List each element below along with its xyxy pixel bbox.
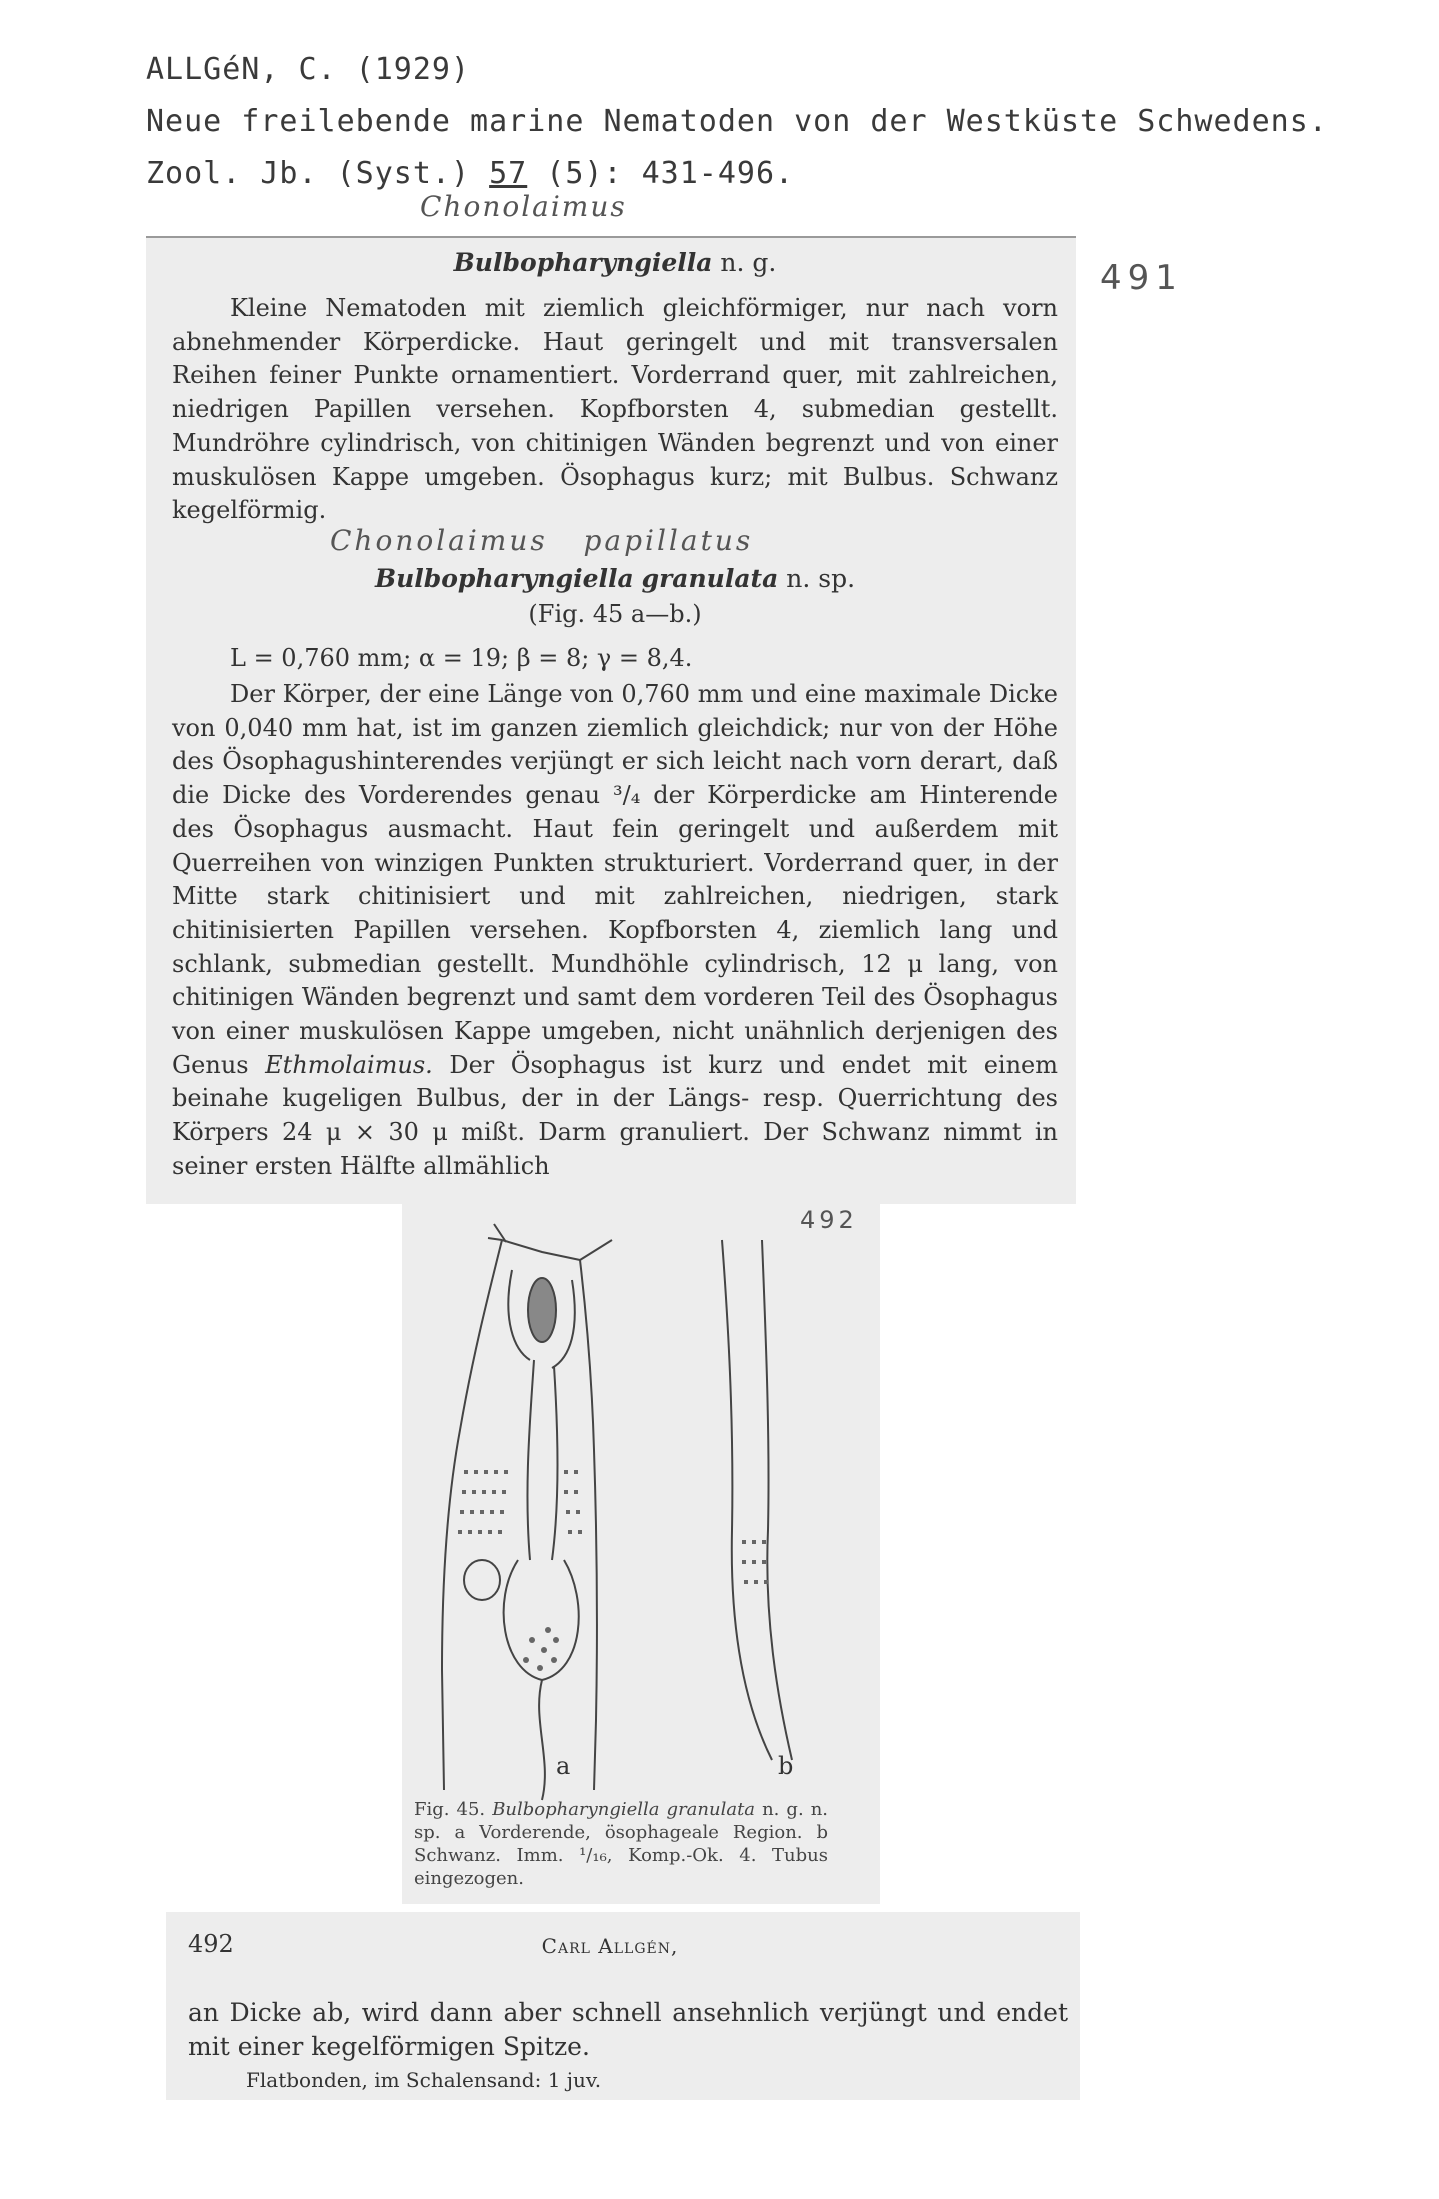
page-number-492: 492 bbox=[188, 1930, 234, 1958]
cephalic-seta-left bbox=[488, 1238, 502, 1240]
figure-b-tail bbox=[722, 1240, 792, 1760]
figure-label-b: b bbox=[778, 1752, 794, 1780]
cell-nucleus bbox=[464, 1560, 500, 1600]
species-description-text bbox=[172, 678, 1058, 1184]
species-description-part1: Der Körper, der eine Länge von 0,760 mm und eine maximale Dicke von 0,040 mm hat, ist im ganzen ziemlich gleichdick; nur von der Höhe des Ösophagushinterendes verjüngt er sich leicht nach vorn derart, daß die Dicke des Vorderendes genau ³/₄ der Körperdicke am Hinterende des Ösophagus ausmacht. Haut fein geringelt und außerdem mit Querreihen von winzigen Punkten strukturiert. Vorderrand quer, in der Mitte stark chitinisiert und mit zahlreichen, niedrigen, stark chitinisierten Papillen versehen. Kopfborsten 4, ziemlich lang und schlank, submedian gestellt. Mundhöhle cylindrisch, 12 μ lang, von chitinigen Wänden begrenzt und samt dem vorderen Teil des Ösophagus von einer muskulösen Kappe umgeben, nicht unähnlich derjenigen des Genus bbox=[172, 680, 1058, 1079]
handwritten-figure-page-number: 492 bbox=[800, 1206, 858, 1234]
locality: Flatbonden, im Schalensand: 1 juv. bbox=[246, 2068, 602, 2092]
running-head: Carl Allgén, bbox=[541, 1934, 679, 1958]
genus-title-suffix: n. g. bbox=[712, 248, 777, 277]
species-heading bbox=[170, 562, 1060, 596]
species-epithet: granulata bbox=[641, 564, 779, 593]
oesophagus-right bbox=[552, 1366, 558, 1560]
buccal-capsule bbox=[528, 1278, 556, 1342]
figure-caption-text: n. g. n. sp. a Vorderende, ösophageale Region. b Schwanz. Imm. ¹/₁₆, Komp.-Ok. 4. Tubus eingezogen. bbox=[414, 1799, 829, 1889]
handwritten-page-number: 491 bbox=[1100, 258, 1183, 298]
head-front bbox=[502, 1240, 580, 1260]
tail-description bbox=[188, 1996, 1068, 2063]
tail-right bbox=[762, 1240, 792, 1760]
genus-title: Bulbopharyngiella bbox=[453, 248, 713, 277]
citation-journal-prefix: Zool. Jb. (Syst.) bbox=[146, 156, 490, 191]
genus-description-text: Kleine Nematoden mit ziemlich gleichförmiger, nur nach vorn abnehmender Körperdicke. Haut geringelt und mit transversalen Reihen feiner Punkte ornamentiert. Vorderrand quer, mit zahlreichen, niedrigen Papillen versehen. Kopfborsten 4, submedian gestellt. Mundröhre cylindrisch, von chitinigen Wänden begrenzt und von einer muskulösen Kappe umgeben. Ösophagus kurz; mit Bulbus. Schwanz kegelförmig. bbox=[172, 294, 1058, 525]
genus-heading bbox=[170, 246, 1060, 280]
citation-volume: 57 bbox=[489, 156, 528, 191]
genus-description bbox=[172, 292, 1058, 528]
tail-description-text: an Dicke ab, wird dann aber schnell ansehnlich verjüngt und endet mit einer kegelförmigen Spitze. bbox=[188, 1998, 1068, 2061]
figure-caption-number: Fig. 45. bbox=[414, 1799, 493, 1820]
genus-ethmolaimus: Ethmolaimus. bbox=[265, 1050, 433, 1079]
citation-journal bbox=[146, 156, 794, 191]
citation-issue-pages: (5): 431-496. bbox=[527, 156, 795, 191]
figure-label-a: a bbox=[556, 1752, 571, 1780]
species-genus: Bulbopharyngiella bbox=[374, 564, 634, 593]
handwritten-genus-note: Chonolaimus bbox=[420, 190, 627, 223]
oesophagus-left bbox=[527, 1360, 534, 1560]
citation-author-year: ALLGéN, C. (1929) bbox=[146, 52, 471, 87]
cephalic-seta-right bbox=[580, 1240, 612, 1260]
cuticle-right bbox=[580, 1260, 597, 1790]
handwritten-species-rename: Chonolaimus papillatus bbox=[330, 524, 754, 557]
figure-caption bbox=[414, 1798, 828, 1890]
clipping-top-rule bbox=[146, 236, 1076, 238]
oesophageal-bulb bbox=[504, 1560, 579, 1680]
muscular-cap-left bbox=[508, 1270, 530, 1360]
cuticle-left bbox=[442, 1240, 502, 1790]
citation-title: Neue freilebende marine Nematoden von der Westküste Schwedens. bbox=[146, 104, 1328, 139]
intestine bbox=[539, 1680, 545, 1800]
figure-caption-species: Bulbopharyngiella granulata bbox=[492, 1799, 756, 1820]
species-description bbox=[172, 678, 1058, 1184]
cuticle-punctation bbox=[458, 1470, 582, 1671]
figure-a-anterior-region bbox=[442, 1224, 612, 1800]
tail-punctation bbox=[742, 1540, 768, 1584]
measurements: L = 0,760 mm; α = 19; β = 8; γ = 8,4. bbox=[230, 644, 693, 672]
species-suffix: n. sp. bbox=[778, 564, 856, 593]
species-description-part2: Der Ösophagus ist kurz und endet mit einem beinahe kugeligen Bulbus, der in der Längs- resp. Querrichtung des Körpers 24 μ × 30 μ mißt. Darm granuliert. Der Schwanz nimmt in seiner ersten Hälfte allmählich bbox=[172, 1050, 1059, 1180]
figure-reference: (Fig. 45 a—b.) bbox=[528, 600, 702, 628]
